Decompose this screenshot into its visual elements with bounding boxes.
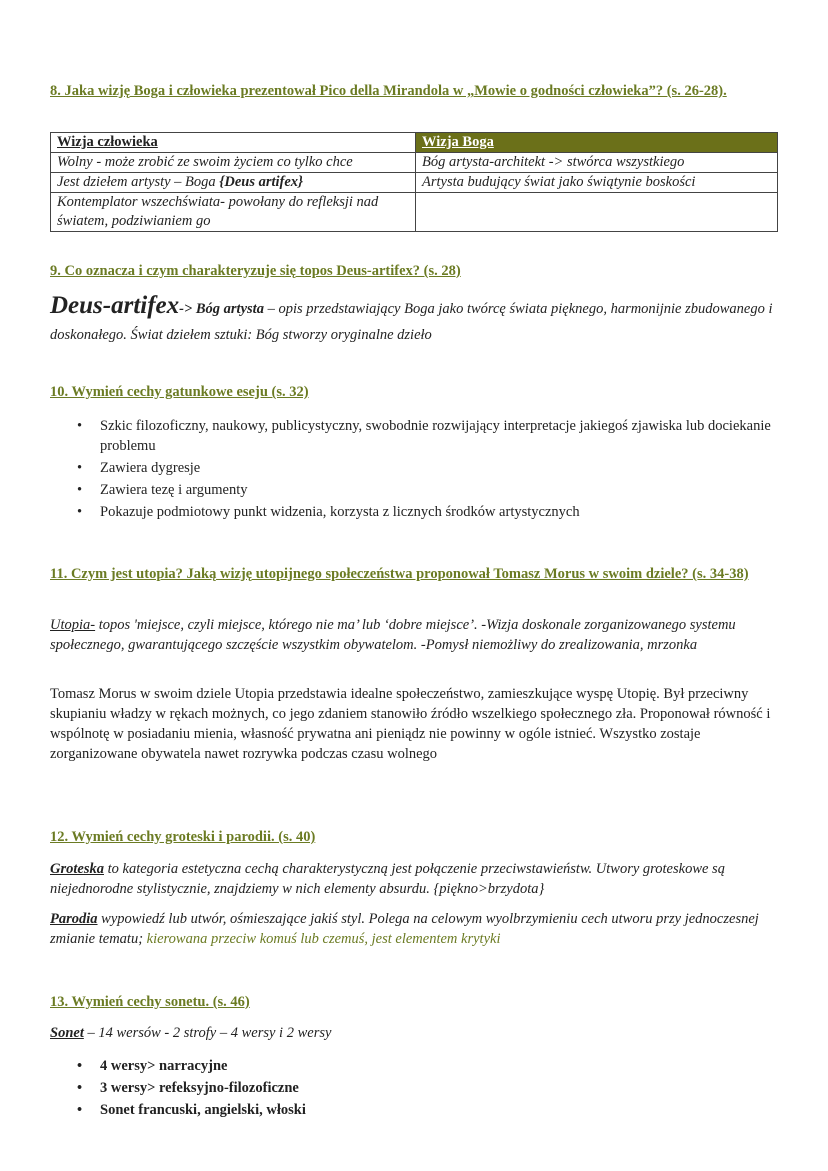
table-cell-text: Jest dziełem artysty – Boga {Deus artifex}	[57, 174, 304, 190]
table-header-human: Wizja człowieka	[51, 133, 416, 153]
utopia-definition	[50, 615, 790, 655]
utopia-def: topos 'miejsce, czyli miejsce, którego nie ma’ lub ‘dobre miejsce’. -Wizja doskonale zorganizowanego systemu społecznego, gwarantującego szczęście wszystkim obywatelom. -Pomysł niemożliwy do zrealizowania, mrzonka	[50, 617, 736, 653]
parodia-critique: kierowana przeciw komuś lub czemuś, jest elementem krytyki	[146, 931, 501, 947]
question-10-heading: 10. Wymień cechy gatunkowe eseju (s. 32)	[50, 384, 309, 400]
groteska-paragraph	[50, 859, 790, 899]
sonet-definition	[50, 1023, 790, 1043]
table-row	[51, 193, 778, 232]
table-cell	[51, 173, 416, 193]
utopia-term: Utopia-	[50, 617, 96, 633]
table-cell: Kontemplator wszechświata- powołany do refleksji nad światem, podziwianiem go	[51, 193, 416, 232]
list-item: • Pokazuje podmiotowy punkt widzenia, korzysta z licznych środków artystycznych	[50, 502, 790, 522]
table-row	[51, 173, 778, 193]
table-header-god: Wizja Boga	[416, 133, 778, 153]
question-12-heading: 12. Wymień cechy groteski i parodii. (s. 40)	[50, 829, 316, 845]
table-cell: Artysta budujący świat jako świątynie boskości	[416, 173, 778, 193]
question-11-heading: 11. Czym jest utopia? Jaką wizję utopijnego społeczeństwa proponował Tomasz Morus w swoim dziele? (s. 34-38)	[50, 566, 749, 582]
deus-artifex-paragraph	[50, 293, 790, 348]
question-9-heading: 9. Co oznacza i czym charakteryzuje się topos Deus-artifex? (s. 28)	[50, 263, 461, 279]
sonet-term: Sonet	[50, 1025, 84, 1041]
groteska-def: to kategoria estetyczna cechą charakterystyczną jest połączenie przeciwstawieństw. Utwory groteskowe są niejednorodne stylistycznie, znajdziemy w nich elementy absurdu. {piękno>brzydota}	[50, 861, 725, 897]
table-cell: Bóg artysta-architekt -> stwórca wszystkiego	[416, 153, 778, 173]
question-13-heading: 13. Wymień cechy sonetu. (s. 46)	[50, 994, 250, 1010]
sonet-features-list	[50, 1056, 790, 1122]
parodia-def: wypowiedź lub utwór, ośmieszające jakiś styl. Polega na celowym wyolbrzymieniu cech utworu przy jednoczesnej zmianie tematu;	[50, 911, 759, 947]
list-item: • 4 wersy> narracyjne	[50, 1056, 790, 1076]
table-row	[51, 153, 778, 173]
table-cell	[416, 193, 778, 232]
deus-artifex-arrow: -> Bóg artysta	[179, 301, 264, 317]
essay-features-list	[50, 416, 790, 524]
list-item: • Zawiera tezę i argumenty	[50, 480, 790, 500]
table-cell: Wolny - może zrobić ze swoim życiem co tylko chce	[51, 153, 416, 173]
deus-artifex-term: Deus-artifex	[50, 292, 180, 319]
deus-artifex-definition: – opis przedstawiający Boga jako twórcę świata pięknego, harmonijnie zbudowanego i doskonałego. Świat dziełem sztuki: Bóg stworzy oryginalne dzieło	[50, 301, 773, 343]
question-8-heading: 8. Jaka wizję Boga i człowieka prezentował Pico della Mirandola w „Mowie o godności człowieka”? (s. 26-28).	[50, 83, 727, 99]
list-item: • Sonet francuski, angielski, włoski	[50, 1100, 790, 1120]
sonet-def: – 14 wersów - 2 strofy – 4 wersy i 2 wersy	[83, 1025, 332, 1041]
morus-paragraph: Tomasz Morus w swoim dziele Utopia przedstawia idealne społeczeństwo, zamieszkujące wyspę Utopię. Był przeciwny skupianiu władzy w rękach możnych, co jego zdaniem stanowiło źródło wszelkiego społecznego zła. Proponował równość i wspólnotę w posiadaniu mienia, własność prywatna ani pieniądz nie powinny w ogóle istnieć. Wszystko zostaje zorganizowane obywatela nawet rozrywka podczas czasu wolnego	[50, 686, 771, 762]
list-item: • Szkic filozoficzny, naukowy, publicystyczny, swobodnie rozwijający interpretacje jakiegoś zjawiska lub dociekanie problemu	[50, 416, 790, 456]
vision-table	[50, 132, 778, 232]
groteska-term: Groteska	[50, 861, 104, 877]
parodia-paragraph	[50, 909, 790, 949]
list-item: • Zawiera dygresje	[50, 458, 790, 478]
parodia-term: Parodia	[50, 911, 98, 927]
list-item: • 3 wersy> refeksyjno-filozoficzne	[50, 1078, 790, 1098]
